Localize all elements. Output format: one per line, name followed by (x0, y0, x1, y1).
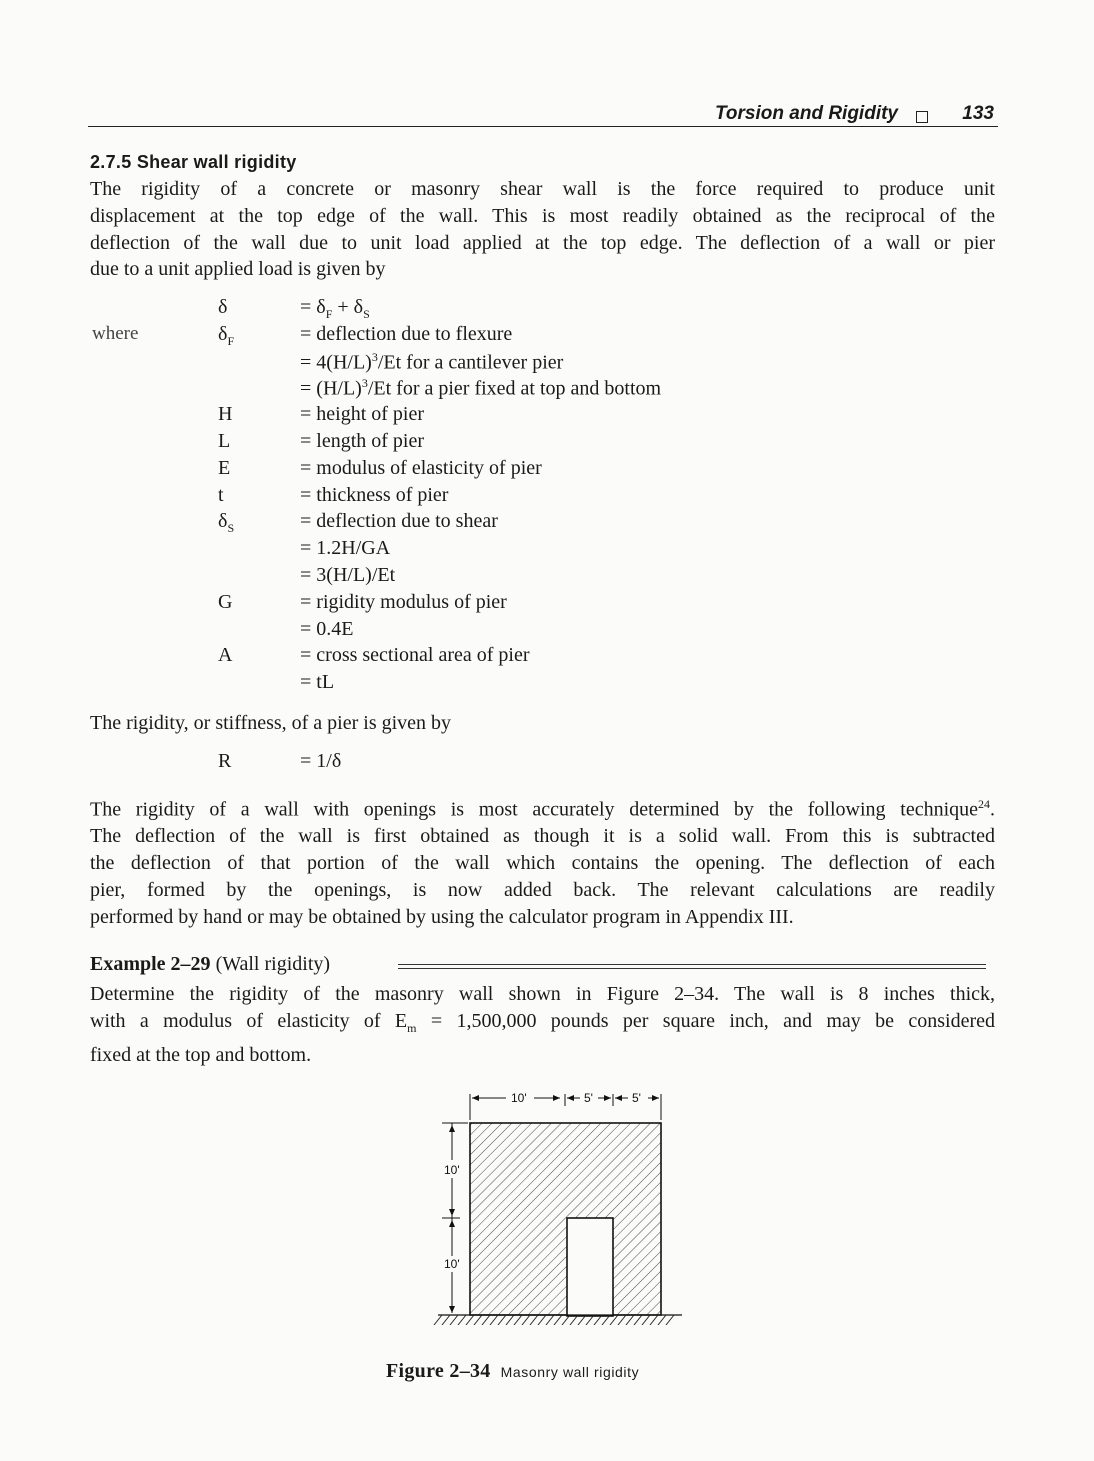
stiffness-line (90, 710, 995, 737)
arrowhead (472, 1095, 479, 1101)
definition-text: = 3(H/L)/Et (300, 564, 396, 586)
ground-hatch-stroke (554, 1315, 562, 1325)
definition-text: = rigidity modulus of pier (300, 590, 507, 613)
ground-hatch-stroke (546, 1315, 554, 1325)
ground-hatch-stroke (626, 1315, 634, 1325)
text-line: with a modulus of elasticity of $E_m = 1,500,000$ pounds per square inch, and may be considered (90, 1009, 995, 1035)
example-heading (90, 953, 330, 976)
ground-hatch-stroke (618, 1315, 626, 1325)
text-line: The rigidity, or stiffness, of a pier is given by (90, 712, 452, 734)
left-dimension (442, 1123, 468, 1313)
ground-hatch-stroke (482, 1315, 490, 1325)
ground-hatch-stroke (490, 1315, 498, 1325)
ground-hatch-stroke (530, 1315, 538, 1325)
text-line: The rigidity of a concrete or masonry shear wall is the force required to produce unit (90, 178, 995, 200)
arrowhead (567, 1095, 574, 1101)
figure-caption-text: Masonry wall rigidity (500, 1364, 640, 1380)
ground-hatch-stroke (562, 1315, 570, 1325)
arrowhead (449, 1209, 455, 1216)
dim-top-3: 5' (632, 1091, 641, 1105)
example-label: Example 2–29 (90, 953, 211, 975)
intro-paragraph (90, 176, 995, 283)
definition-text: = deflection due to flexure (300, 322, 513, 345)
wall-opening (567, 1218, 613, 1316)
ground-hatch-stroke (474, 1315, 482, 1325)
definition-text: = length of pier (300, 430, 425, 452)
definition-symbol: E (218, 456, 231, 479)
dim-left-2: 10' (444, 1257, 460, 1271)
text-line: deflection of the wall due to unit load applied at the top edge. The deflection of a wall or pier (90, 231, 995, 254)
ground-hatch-stroke (642, 1315, 650, 1325)
arrowhead (449, 1125, 455, 1132)
text-line: performed by hand or may be obtained by using the calculator program in Appendix III. (90, 905, 794, 928)
figure-label: Figure 2–34 (386, 1360, 491, 1382)
arrowhead (449, 1220, 455, 1227)
arrowhead (449, 1306, 455, 1313)
text-line: displacement at the top edge of the wall. This is most readily obtained as the reciprocal of the (90, 204, 995, 227)
openings-paragraph (90, 791, 995, 931)
definition-text: = $(H/L)^3/Et$ for a pier fixed at top and bottom (300, 376, 662, 401)
ground-hatch-stroke (498, 1315, 506, 1325)
ground-hatch-stroke (658, 1315, 666, 1325)
header-title: Torsion and Rigidity (715, 103, 898, 124)
text-line: Determine the rigidity of the masonry wall shown in Figure 2–34. The wall is 8 inches thick, (90, 983, 995, 1005)
definition-text: = 1.2H/GA (300, 537, 391, 560)
definition-symbol: δ (218, 296, 228, 318)
ground-hatch-stroke (442, 1315, 450, 1325)
arrowhead (604, 1095, 611, 1101)
definition-text: = $\delta_F + \delta_S$ (300, 296, 370, 321)
figure-caption (386, 1360, 639, 1383)
dim-top-2: 5' (584, 1091, 593, 1105)
text-line-main: The rigidity of a wall with openings is most accurately determined by the following technique (90, 798, 978, 821)
definition-text: = thickness of pier (300, 483, 449, 506)
page-number: 133 (962, 103, 994, 124)
definition-symbol: H (218, 403, 233, 426)
ground-hatch-stroke (514, 1315, 522, 1325)
example-subtitle: (Wall rigidity) (215, 953, 331, 975)
ground-hatch-stroke (650, 1315, 658, 1325)
ground-hatch-stroke (538, 1315, 546, 1325)
text-line: the deflection of that portion of the wall which contains the opening. The deflection of each (90, 852, 995, 875)
ground-hatch-stroke (634, 1315, 642, 1325)
ground-hatch (434, 1315, 682, 1325)
section-title: 2.7.5 Shear wall rigidity (90, 152, 297, 172)
ground-hatch-stroke (434, 1315, 442, 1325)
text-line: pier, formed by the openings, is now added back. The relevant calculations are readily (90, 879, 995, 902)
definition-symbol: t (218, 483, 224, 506)
text-line: due to a unit applied load is given by (90, 258, 386, 281)
equation-rhs: = 1/δ (300, 750, 342, 772)
equation-symbol: R (218, 750, 232, 772)
ground-hatch-stroke (466, 1315, 474, 1325)
example-rule (398, 964, 986, 969)
definition-text: = cross sectional area of pier (300, 644, 530, 667)
header-rule (88, 126, 998, 127)
arrowhead (553, 1095, 560, 1101)
text-line: fixed at the top and bottom. (90, 1043, 312, 1066)
definition-text: = modulus of elasticity of pier (300, 456, 542, 479)
example-paragraph (90, 981, 995, 1068)
ground-hatch-stroke (506, 1315, 514, 1325)
ground-hatch-stroke (666, 1315, 674, 1325)
running-header (88, 103, 998, 129)
definition-text: = tL (300, 671, 335, 694)
arrowhead (652, 1095, 659, 1101)
definition-text: = $4(H/L)^3/Et$ for a cantilever pier (300, 349, 564, 374)
text-line: The rigidity of a wall with openings is most accurately determined by the following technique$^{24}$. (90, 797, 995, 821)
arrowhead (615, 1095, 622, 1101)
square-icon (916, 111, 928, 123)
where-label: where (92, 323, 139, 344)
definition-symbol: $\delta_F$ (218, 322, 235, 348)
ground-hatch-stroke (450, 1315, 458, 1325)
text-line: The deflection of the wall is first obtained as though it is a solid wall. From this is subtracted (90, 825, 995, 848)
definition-symbol: L (218, 430, 231, 452)
definition-text: = height of pier (300, 403, 425, 426)
definition-symbol: G (218, 590, 233, 613)
dim-top-1: 10' (511, 1091, 527, 1105)
definition-text: = 0.4E (300, 617, 354, 640)
dim-left-1: 10' (444, 1163, 460, 1177)
ground-hatch-stroke (458, 1315, 466, 1325)
definition-symbol: A (218, 644, 233, 667)
ground-hatch-stroke (522, 1315, 530, 1325)
definition-text: = deflection due to shear (300, 510, 498, 533)
footnote-ref: 24 (978, 797, 990, 811)
wall-body (470, 1123, 661, 1315)
definition-symbol: $\delta_S$ (218, 510, 235, 536)
wall-figure (420, 1076, 700, 1338)
